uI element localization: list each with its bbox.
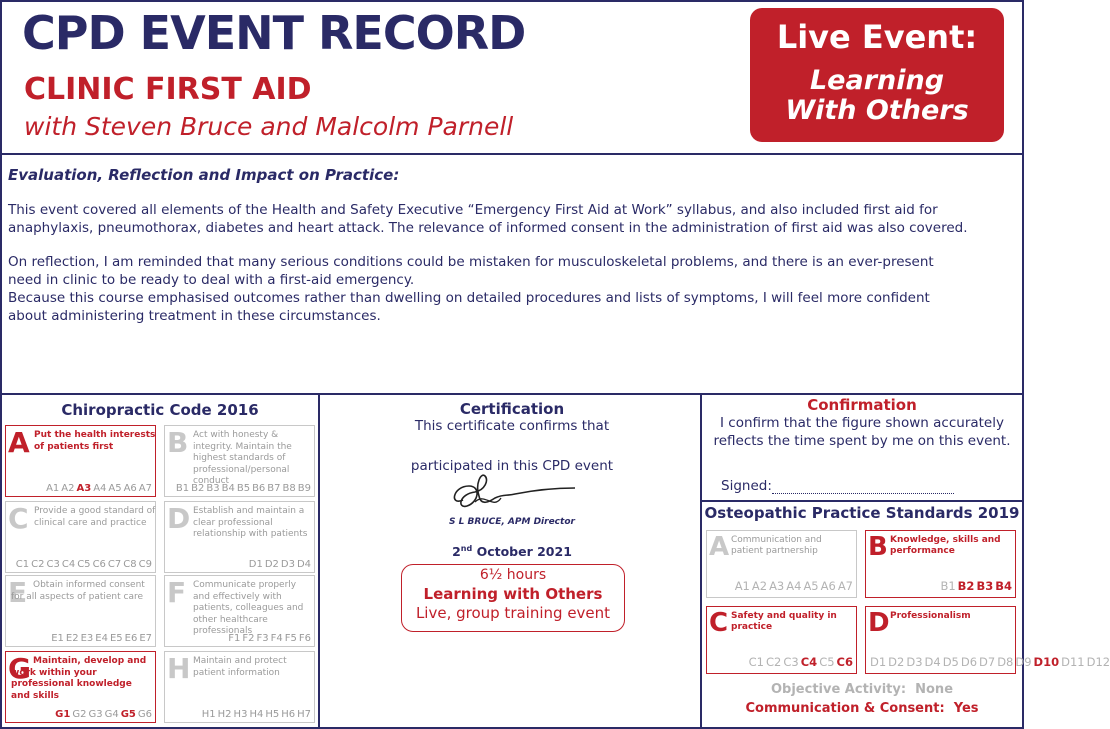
standard-codes — [733, 580, 853, 593]
standard-code: C7 — [107, 559, 122, 570]
standard-codes — [868, 655, 1110, 669]
communication-consent-label: Communication & Consent: — [745, 701, 945, 716]
standard-code: H7 — [297, 709, 311, 720]
standard-code: A4 — [786, 579, 802, 593]
certification-text: This certificate confirms that — [414, 418, 610, 434]
standard-code: B4 — [995, 579, 1012, 593]
standard-code: H1 — [201, 709, 216, 720]
standard-code: B4 — [221, 483, 235, 494]
standard-codes — [14, 559, 152, 570]
standard-code: E5 — [109, 633, 123, 644]
standard-code: D11 — [1061, 655, 1085, 669]
standard-code: D8 — [997, 655, 1014, 669]
standard-code: B1 — [175, 483, 190, 494]
header-divider — [0, 153, 1024, 155]
standard-letter: A — [8, 426, 30, 459]
standard-description: Establish and maintain a clear professional relationship with patients — [193, 506, 308, 539]
standard-letter: C — [709, 608, 729, 638]
standard-code: B3 — [976, 579, 994, 593]
standard-description: Communicate properly and effectively with patients, colleagues and other healthcare professionals — [193, 580, 304, 636]
event-title: CLINIC FIRST AID — [24, 72, 312, 107]
standard-description: Maintain and protect patient information — [193, 656, 287, 678]
live-event-line1: Learning — [809, 65, 945, 96]
standard-code: D2 — [264, 559, 279, 570]
standard-letter: D — [868, 608, 890, 638]
standard-description: Safety and quality in practice — [731, 611, 837, 632]
standard-code: D2 — [888, 655, 905, 669]
standard-box-g — [5, 651, 156, 723]
objective-activity-value: None — [915, 682, 954, 697]
standard-code: A2 — [61, 483, 75, 494]
standard-box-d — [164, 501, 315, 573]
live-event-badge — [750, 8, 1004, 142]
standard-code: C1 — [748, 655, 765, 669]
standard-box-f — [164, 575, 315, 647]
standard-codes — [226, 633, 311, 644]
standard-code: C4 — [61, 559, 76, 570]
standard-box-d — [865, 606, 1110, 674]
standard-code: F3 — [256, 633, 269, 644]
standard-code: A2 — [751, 579, 768, 593]
confirmation-title: Confirmation — [807, 396, 917, 414]
standard-letter: C — [8, 502, 29, 535]
standard-codes — [174, 483, 311, 494]
learning-type: Learning with Others — [423, 585, 603, 603]
standard-code: A3 — [769, 579, 785, 593]
standard-code: B3 — [206, 483, 220, 494]
standard-code: B2 — [957, 579, 975, 593]
standard-box-b — [164, 425, 315, 497]
standard-letter: G — [8, 652, 31, 685]
standard-box-h — [164, 651, 315, 723]
communication-consent — [702, 701, 1022, 716]
standard-description: Communication and patient partnership — [731, 535, 822, 556]
standard-code: H6 — [281, 709, 296, 720]
standard-code: D3 — [906, 655, 923, 669]
standard-code: B2 — [191, 483, 205, 494]
standard-code: D1 — [248, 559, 263, 570]
standard-code: B8 — [282, 483, 296, 494]
standard-code: A1 — [46, 483, 60, 494]
standard-code: C2 — [766, 655, 782, 669]
standard-description: Obtain informed consent for all aspects of patient care — [11, 580, 145, 602]
confirmation-divider — [700, 500, 1024, 502]
standard-code: C1 — [15, 559, 30, 570]
standard-letter: E — [8, 576, 28, 609]
standard-code: D4 — [924, 655, 941, 669]
standard-box-e — [5, 575, 156, 647]
event-date — [322, 544, 702, 559]
standard-letter: H — [167, 652, 191, 685]
objective-activity-label: Objective Activity: — [770, 682, 907, 697]
signature-graphic — [445, 472, 585, 516]
standard-code: B1 — [940, 579, 956, 593]
standard-box-a — [5, 425, 156, 497]
standard-code: B5 — [236, 483, 251, 494]
standard-codes — [938, 580, 1012, 593]
section-divider — [0, 393, 1024, 395]
standard-letter: D — [167, 502, 191, 535]
standard-code: F6 — [298, 633, 311, 644]
date-day: 2 — [452, 544, 461, 560]
standard-code: A5 — [803, 579, 819, 593]
standard-code: A7 — [138, 483, 152, 494]
evaluation-paragraph-2: On reflection, I am reminded that many serious conditions could be mistaken for musculoskeletal problems, and there is an ever-present need in clinic to be ready to deal with a first-aid emergency. — [8, 254, 934, 288]
standard-code: C3 — [783, 655, 799, 669]
standard-code: H3 — [233, 709, 248, 720]
standard-code: F4 — [270, 633, 283, 644]
standard-code: A1 — [734, 579, 750, 593]
standard-code: D1 — [870, 655, 887, 669]
standard-code: C5 — [77, 559, 91, 570]
hours-box — [401, 564, 625, 632]
standard-code: D10 — [1033, 655, 1060, 669]
standard-code: D6 — [960, 655, 978, 669]
standard-code: E2 — [65, 633, 79, 644]
standard-code: A5 — [108, 483, 122, 494]
standard-code: G2 — [72, 709, 87, 720]
certification-participated: participated in this CPD event — [410, 458, 614, 474]
standard-code: E6 — [124, 633, 138, 644]
live-event-line2: With Others — [785, 95, 969, 126]
standard-box-c — [5, 501, 156, 573]
standard-code: C4 — [800, 655, 818, 669]
standard-code: G1 — [55, 709, 71, 720]
standard-letter: F — [167, 576, 187, 609]
communication-consent-value: Yes — [953, 701, 979, 716]
standard-code: H2 — [217, 709, 232, 720]
standard-description: Act with honesty & integrity. Maintain the highest standards of professional/personal conduct — [193, 430, 292, 486]
osteopathic-standards-title: Osteopathic Practice Standards 2019 — [704, 504, 1020, 522]
standard-code: E3 — [80, 633, 94, 644]
standard-description: Maintain, develop and work within your professional knowledge and skills — [11, 656, 147, 701]
standard-code: G5 — [120, 709, 136, 720]
standard-code: H4 — [249, 709, 264, 720]
evaluation-paragraph-3: Because this course emphasised outcomes rather than dwelling on detailed procedures and lists of symptoms, I will feel more confident about administering treatment in these circumstances. — [8, 290, 930, 324]
standard-codes — [44, 483, 152, 494]
standard-code: A4 — [93, 483, 107, 494]
standard-code: D7 — [979, 655, 996, 669]
standard-code: G6 — [137, 709, 152, 720]
standard-code: B9 — [297, 483, 311, 494]
date-rest: October 2021 — [472, 544, 572, 560]
signatory-name: S L BRUCE, APM Director — [449, 517, 575, 527]
evaluation-paragraph-1: This event covered all elements of the Health and Safety Executive “Emergency First Aid at Work” syllabus, and also included first aid for anaphylaxis, pneumothorax, diabetes and heart attack. The relevance of informed consent in the administration of first aid was also covered. — [8, 202, 968, 236]
standard-code: D3 — [280, 559, 295, 570]
signature-field[interactable] — [772, 493, 954, 494]
hours-value: 6½ hours — [479, 567, 547, 583]
standard-code: A6 — [123, 483, 137, 494]
standard-box-c — [706, 606, 857, 674]
standard-code: A7 — [837, 579, 853, 593]
standard-code: C2 — [31, 559, 45, 570]
standard-code: D12 — [1086, 655, 1110, 669]
standard-code: F1 — [228, 633, 241, 644]
standard-code: D5 — [942, 655, 959, 669]
standard-codes — [200, 709, 311, 720]
confirmation-text: I confirm that the figure shown accurately reflects the time spent by me on this event. — [713, 415, 1011, 449]
standard-code: D4 — [296, 559, 311, 570]
objective-activity — [702, 682, 1022, 697]
standard-code: B7 — [267, 483, 281, 494]
standard-code: C6 — [836, 655, 853, 669]
standard-description: Provide a good standard of clinical care and practice — [34, 506, 156, 528]
standard-codes — [247, 559, 311, 570]
standard-code: C6 — [92, 559, 106, 570]
standard-code: C8 — [123, 559, 137, 570]
standard-codes — [49, 633, 152, 644]
date-suffix: nd — [460, 544, 473, 553]
standard-code: E7 — [139, 633, 152, 644]
standard-code: E1 — [51, 633, 64, 644]
standard-description: Knowledge, skills and performance — [890, 535, 1001, 556]
presenters: with Steven Bruce and Malcolm Parnell — [24, 112, 514, 141]
standard-code: C9 — [138, 559, 152, 570]
standard-codes — [53, 709, 152, 720]
standard-code: C3 — [46, 559, 60, 570]
evaluation-heading: Evaluation, Reflection and Impact on Practice: — [8, 166, 400, 184]
standard-box-b — [865, 530, 1016, 598]
standard-code: C5 — [819, 655, 835, 669]
live-event-title: Live Event: — [776, 18, 978, 56]
standard-box-a — [706, 530, 857, 598]
standard-code: B6 — [252, 483, 266, 494]
standard-description: Put the health interests of patients first — [34, 430, 156, 452]
event-type: Live, group training event — [415, 604, 611, 622]
standard-code: D9 — [1015, 655, 1032, 669]
standard-code: A6 — [820, 579, 836, 593]
certification-title: Certification — [459, 400, 565, 418]
column-divider-left — [318, 393, 320, 729]
chiropractic-code-title: Chiropractic Code 2016 — [61, 401, 259, 419]
page-title: CPD EVENT RECORD — [22, 6, 526, 60]
standard-description: Professionalism — [890, 611, 971, 621]
standard-codes — [747, 656, 853, 669]
standard-letter: B — [868, 532, 888, 562]
standard-letter: A — [709, 532, 730, 562]
standard-code: G4 — [104, 709, 119, 720]
standard-code: E4 — [95, 633, 108, 644]
standard-code: F2 — [242, 633, 255, 644]
signed-label: Signed: — [721, 478, 772, 494]
standard-letter: B — [167, 426, 189, 459]
standard-code: G3 — [88, 709, 103, 720]
standard-code: F5 — [284, 633, 297, 644]
standard-code: A3 — [76, 483, 92, 494]
standard-code: H5 — [265, 709, 280, 720]
